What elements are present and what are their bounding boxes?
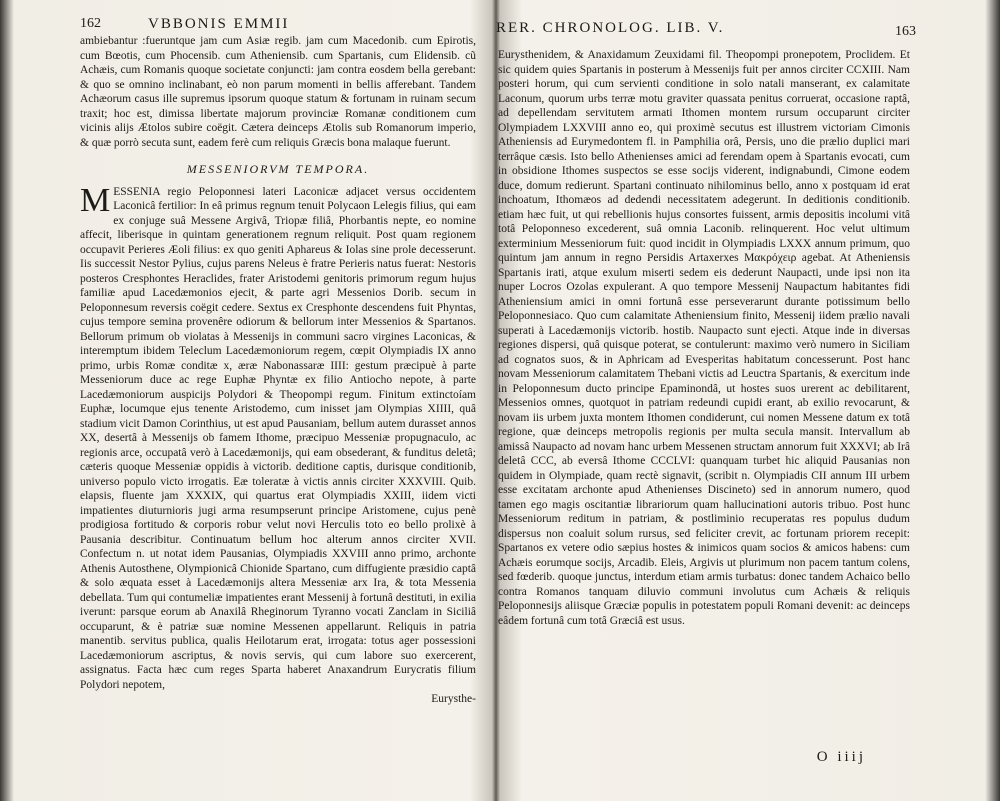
right-text-block — [498, 48, 910, 628]
signature-mark: O iiij — [816, 749, 866, 765]
right-paragraph: Eurysthenidem, & Anaxidamum Zeuxidami fil. Theopompi pronepotem, Proclidem. Et sic quidem quies Spartanis in posterum à Messenijs fuit per annos circiter CCXIII. Nam posteri horum, qui cum servienti conditione in solo natali manserant, ex calamitate Laconum, quorum urbs terræ motu graviter quassata penitus corruerat, occasione raptâ, ad depellendam servitutem armati Ithomen montem rursum occuparunt circiter Olympiadem LXXVIII anno eo, qui proximè secutus est illustrem victoriam Cimonis Atheniensis ad Eurymedontem fl. in Pamphilia orâ, Persis, uno die prælio duplici mari terrâque cæsis. Isto bello Athenienses amici ad ferendam opem à Spartanis evocati, cum in obsidione Ithomes suspectos se esse socijs viderent, indignabundi, Cimone eodem duce, domum redierunt. Spartani continuato nihilominus bello, anno x postquam id erat inchoatum, Ithomæos ad dedendi necessitatem adegerunt. In deditionis conditionib. etiam hæc fuit, ut qui rebellionis hujus consortes fuissent, armis depositis incolumi vitâ totâ Peloponneso excederent, suâ omnia Laconib. relinquerent. Hoc velut ultimum exterminium Messeniorum fuit: quod incidit in Olympiadis LXXX annum primum, quo quintum jam annum in regno Persidis Artaxerxes Μακρόχειρ agebat. At Atheniensis Spartanis irati, atque exulum miserti sedem eis dederunt Naupacti, unde ipsi non ita nuper Locros Ozolas expulerant. A quo tempore Messenij Naupactum habitantes fidi Atheniensium amici in omni fortunâ esse perseverarunt durante potissimum bello Peloponnesiaco. Quo cum calamitate Atheniensium finito, Messenij iidem prælio navali superati à Lacedæmonijs victorib. hostib. Naupacto sunt ejecti. Atque inde in diversas regiones dispersi, quâ quisque poterat, se contulerunt: maximo verò numero in Siciliam ad cognatos suos, & in Aphricam ad Evesperitas habitatum concesserunt. Post hanc novam Messeniorum calamitatem Thebani victis ad Leuctra Spartanis, & exercitum inde in Peloponnesum ducto principe Epaminondâ, ut hostes suos urerent ac debilitarent, Messenios omnes, quotquot in patriam redeundi cupidi erant, ab exilio revocarunt, & novam iis urbem juxta montem Ithomen condiderunt, cui nomen Messene datum ex totâ regione, quæ deinceps metropolis regionis per multa secula mansit. Intervallum ab amissâ Naupacto ad novam hanc urbem Messenen structam annorum fuit XXXVI; ab Irâ deletâ CCC, ab eversâ Ithome CCCLVI: quanquam turbet hic aliquid Pausanias non quidem in Olympiade, quam rectè signavit, (scribit n. Olympiadis CII annum III urbem esse excitatam archonte apud Athenienses Discineto) sed in annorum numero, quod tamen ego magis oscitantiæ librariorum quam hallucinationi autoris tribuo. Post hunc Messeniorum reditum in patriam, & postliminio recuperatas res populus dudum dispersus non coaluit solum rursus, sed feliciter crevit, ac fortunam priorem recepit: Spartanos ex vetere odio sæpius hostes & inimicos quam socios & amicos habens: cum Achæis eorumque socijs, Arcadib. Eleis, Argivis ut plurimum non pacem tantum colens, sed fœderib. quoque junctus, interdum etiam armis turbatus: donec tandem Achaico bello contra Romanos tanquam diluvio communi involutus cum Achæis & reliquis Peloponnesijs aliisque Græciæ populis in potestatem populi Romani devenit: ac deinceps eâdem fortunâ cum totâ Græciâ est usus. — [498, 49, 910, 627]
left-intro-paragraph: ambiebantur :fueruntque jam cum Asiæ regib. jam cum Macedonib. cum Epirotis, cum Bœotis, cum Phocensib. cum Atheniensib. cum Spartanis, cum Elidensib. cũ Achæis, cum Romanis quoque societate conjuncti: jam contra eosdem bella gerebant: & quo se omnino inclinabant, eò non parum momenti in bellis afferebant. Tandem Achæorum casus ille supremus ipsorum quoque statum & fortunam in ruinam secum traxit; hoc est, dimissa libertate majorum provinciæ Romanæ conditionem cum vicinis alijs Ætolos subire coëgit. Cætera deinceps Ætolis sub Romanorum imperio, & quæ porrò secuta sunt, eadem ferè cum reliquis Græcis bona malaque fuerunt. — [80, 35, 476, 149]
running-head-right-title: RER. CHRONOLOG. LIB. V. — [496, 20, 725, 36]
catchword: Eurysthe- — [431, 693, 476, 705]
right-page — [496, 8, 916, 798]
left-page — [80, 8, 476, 798]
left-main-paragraph — [80, 181, 476, 693]
left-main-text: ESSENIA regio Peloponnesi lateri Laconicæ adjacet versus occidentem Laconicâ fertilior: In eâ primus regnum tenuit Polycaon Lelegis filius, qui eam ex conjuge suâ Messene Argivâ, Triopæ filiâ, Phorbantis nepte, eo nomine affecit, liberisque in quintam generationem regnum reliquit. Post quam regionem occupavit Perieres Æoli filius: ex quo geniti Aphareus & Iolas sine prole decesserunt. Iis successit Nestor Pylius, cujus parens Neleus è fratre Perieris natus fuerat: Nestoris posteros Cresphontes Heraclides, frater Aristodemi genitoris primorum regum hujus familiæ apud Lacedæmonios ejecit, & parte agri Messenios Dorib. secum in Peloponnesum reversis coëgit cedere. Sextus ex Cresphonte descendens fuit Phyntas, cujus tempore semina provenêre odiorum & bellorum inter Messenios & Spartanos. Bellorum primum ob violatas à Messenijs in communi sacro virgines Laconicas, & interemptum ibidem Teleclum Lacedæmoniorum regem, cœpit Olympiadis IX anno primo, urbis Romæ conditæ x, æræ Nabonassaræ IIII: gestum præcipuè à parte Messeniorum duce ac rege Euphæ Phyntæ ex filio Antiocho nepote, à parte Lacedæmoniorum auspicijs Polydori & Theopompi regum. Finitum extinctoíam Euphæ, locumque ejus tenente Aristodemo, cum inisset jam Olympias XIIII, quâ stadium vicit Damon Corinthius, ut est apud Pausaniam, bellum autem durasset annos XX, desertâ à Messenijs ob famem Ithome, præcipuo Messeniæ propugnaculo, ac regionis arce, occupatâ verò à Lacedæmonijs, qui eam obsederant, & funditus deletâ; cæteris quoque Messeniæ oppidis à victorib. deditione captis, durisque conditionib, universo populo victo irrogatis. Eæ toleratæ à victis annis circiter XXXVIII. Quib. elapsis, fluente jam XXXIX, qui quartus erat Olympiadis XXIII, iidem victi impatientes diuturnioris jugi arma resumpserunt principe Aristomene, cujus penè prodigiosa fortitudo & corporis robur velut novi Herculis toto eo bello prolixè à Pausania describitur. Continuatum bellum hoc alterum annos circiter XVII. Confectum n. ut notat idem Pausanias, Olympiadis XXVIII anno primo, archonte Athenis Autosthene, Olympionicâ Chionide Spartano, cum diffugiente præsidio captâ & solo æquata esset à Lacedæmonijs altera Messeniæ arx Ira, & tota Messenia debellata. Tum qui contumeliæ impatientes erant Messenij à fortunâ destituti, in exilia iverunt: parsque eorum ab Anaxilâ Rheginorum Tyranno vocati Zanclam in Siciliâ occuparunt, & è patriæ suæ nomine Messenen appellarunt. Reliquis in patria manentib. servitus publica, qualis Heilotarum erat, irrogata: totus ager possessioni Lacedæmoniorum ascriptus, & novis servis, qui cum labore suo exercerent, assignatus. Facta hæc cum reges Sparta haberet Anaxandrum Eurycratis filium Polydori nepotem, — [80, 185, 476, 691]
left-running-head — [80, 8, 470, 34]
left-text-block — [80, 34, 476, 707]
page-number-left: 162 — [80, 16, 101, 31]
drop-cap: M — [80, 181, 111, 219]
page-number-right: 163 — [895, 24, 916, 39]
right-running-head — [496, 8, 916, 39]
section-heading: MESSENIORVM TEMPORA. — [186, 162, 370, 176]
running-head-left-title: VBBONIS EMMII — [148, 16, 290, 32]
